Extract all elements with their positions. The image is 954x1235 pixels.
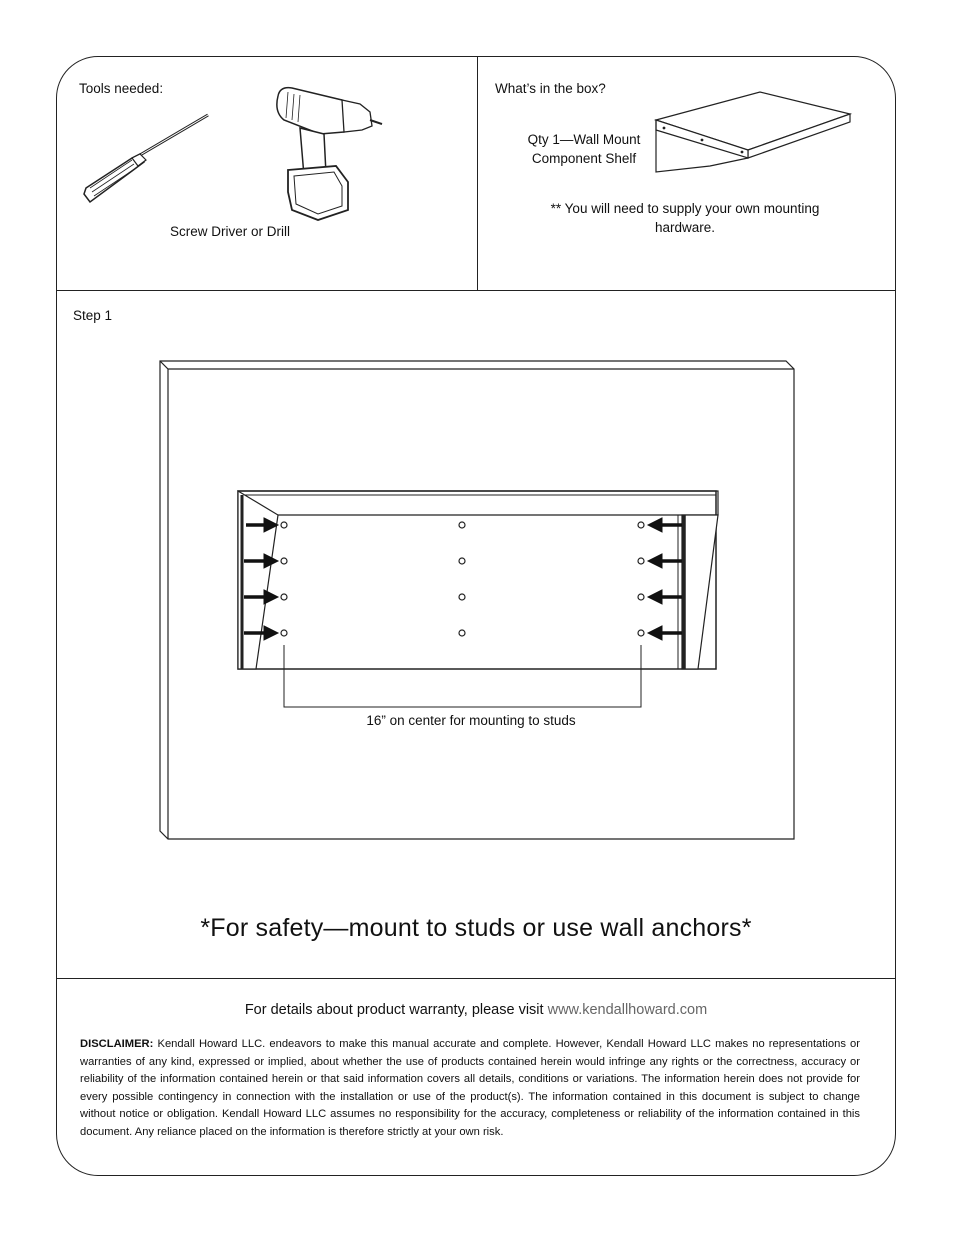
top-section-divider — [56, 290, 896, 291]
hardware-note-line1: ** You will need to supply your own mounting — [550, 201, 820, 216]
disclaimer-text: Kendall Howard LLC. endeavors to make this manual accurate and complete. However, Kendall Howard LLC makes no representations or warranties of any kind, expressed or implied, about whether the use of products contained herein would infringe any rights or the correctness, accuracy or reliability of the information contained herein or that said information covers all details, conditions or variations. The information herein does not provide for every possible contingency in connection with the installation or use of the product(s). The information contained in this document is subject to change without notice or obligation. Kendall Howard LLC assumes no responsibility for the accuracy, completeness or reliability of the information contained in this document. Any reliance placed on the information is therefore strictly at your own risk. — [80, 1038, 860, 1138]
stud-spacing-label: 16” on center for mounting to studs — [366, 713, 576, 728]
box-item-line2: Component Shelf — [531, 151, 637, 166]
box-item-line1: Qty 1—Wall Mount — [527, 132, 641, 147]
step1-label: Step 1 — [73, 308, 113, 323]
box-heading: What’s in the box? — [495, 81, 606, 96]
tools-caption: Screw Driver or Drill — [170, 224, 291, 239]
shelf-illustration — [650, 88, 860, 178]
wall-mount-diagram — [150, 355, 810, 855]
screwdriver-icon — [80, 110, 220, 210]
tools-box-divider — [477, 56, 478, 290]
warranty-text: For details about product warranty, please visit — [244, 1002, 544, 1018]
tools-heading: Tools needed: — [79, 81, 164, 96]
drill-icon — [270, 82, 390, 222]
disclaimer-label: DISCLAIMER: — [80, 1038, 154, 1050]
disclaimer — [80, 1036, 860, 1141]
bottom-section-divider — [56, 978, 896, 979]
warranty-line — [56, 1002, 896, 1018]
safety-notice: *For safety—mount to studs or use wall anchors* — [200, 914, 752, 942]
hardware-note-line2: hardware. — [654, 220, 716, 235]
warranty-url[interactable]: www.kendallhoward.com — [547, 1002, 708, 1018]
